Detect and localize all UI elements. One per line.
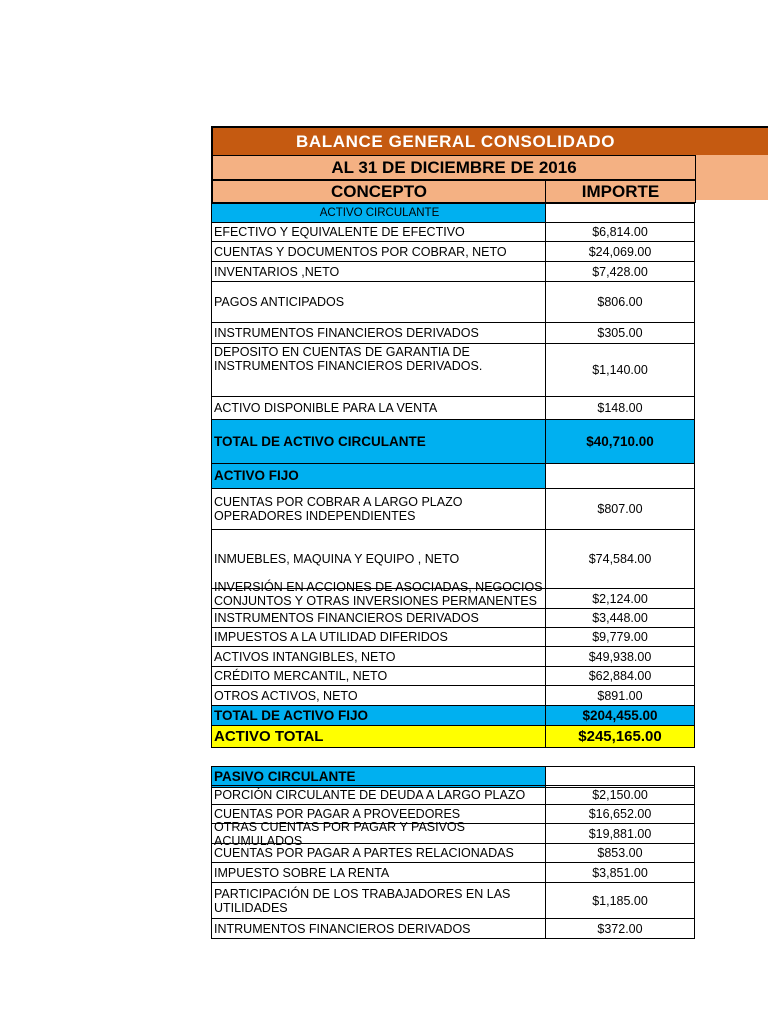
concept-cell: CUENTAS Y DOCUMENTOS POR COBRAR, NETO [211,241,546,262]
concept-cell: EFECTIVO Y EQUIVALENTE DE EFECTIVO [211,222,546,242]
table-row [211,343,768,397]
total-row-activo-circulante [211,419,768,464]
concept-cell: OTRAS CUENTAS POR PAGAR Y PASIVOS ACUMULADOS [211,823,546,844]
table-row [211,819,768,848]
column-header-importe: IMPORTE [545,180,696,203]
amount-cell: $806.00 [545,281,695,323]
concept-cell: INVENTARIOS ,NETO [211,261,546,282]
total-row-activo-total [211,725,768,748]
concept-cell: PORCIÓN CIRCULANTE DE DEUDA A LARGO PLAZO [211,785,546,805]
table-row [211,608,768,628]
total-row-activo-fijo [211,705,768,726]
concept-cell: INTRUMENTOS FINANCIEROS DERIVADOS [211,918,546,939]
concept-cell: DEPOSITO EN CUENTAS DE GARANTIA DE INSTRUMENTOS FINANCIEROS DERIVADOS. [211,343,546,397]
concept-cell: TOTAL DE ACTIVO CIRCULANTE [211,419,546,464]
concept-cell: INSTRUMENTOS FINANCIEROS DERIVADOS [211,322,546,344]
table-row [211,918,768,939]
table-row [211,685,768,706]
amount-cell: $2,150.00 [545,785,695,805]
concept-cell: IMPUESTOS A LA UTILIDAD DIFERIDOS [211,627,546,647]
amount-cell: $148.00 [545,396,695,420]
table-row [211,862,768,883]
concept-cell: ACTIVO DISPONIBLE PARA LA VENTA [211,396,546,420]
amount-cell: $3,448.00 [545,608,695,628]
concept-cell: INVERSIÓN EN ACCIONES DE ASOCIADAS, NEGOCIOS CONJUNTOS Y OTRAS INVERSIONES PERMANENTES [211,588,546,609]
table-row [211,646,768,667]
amount-cell: $1,185.00 [545,882,695,919]
table-row [211,261,768,282]
section-row-activo-fijo [211,463,768,489]
concept-cell: ACTIVO CIRCULANTE [211,203,546,223]
amount-cell: $9,779.00 [545,627,695,647]
amount-cell: $19,881.00 [545,823,695,844]
table-row [211,666,768,686]
table-row [211,241,768,262]
amount-cell: $853.00 [545,843,695,863]
amount-cell: $245,165.00 [545,725,695,748]
amount-cell [545,203,695,223]
amount-cell: $6,814.00 [545,222,695,242]
amount-cell: $2,124.00 [545,588,695,609]
concept-cell: PAGOS ANTICIPADOS [211,281,546,323]
concept-cell: INMUEBLES, MAQUINA Y EQUIPO , NETO [211,529,546,589]
table-row [211,580,768,609]
column-header-concepto: CONCEPTO [211,180,546,203]
amount-cell: $3,851.00 [545,862,695,883]
concept-cell: CUENTAS POR COBRAR A LARGO PLAZO OPERADORES INDEPENDIENTES [211,488,546,530]
concept-cell: IMPUESTO SOBRE LA RENTA [211,862,546,883]
amount-cell [545,463,695,489]
amount-cell: $305.00 [545,322,695,344]
amount-cell: $16,652.00 [545,804,695,824]
table-row [211,396,768,420]
table-row [211,882,768,919]
amount-cell: $62,884.00 [545,666,695,686]
title-band [211,126,768,155]
section-row-activo-circulante [211,203,768,223]
amount-cell: $7,428.00 [545,261,695,282]
concept-cell: ACTIVOS INTANGIBLES, NETO [211,646,546,667]
concept-cell: INSTRUMENTOS FINANCIEROS DERIVADOS [211,608,546,628]
table-row [211,488,768,530]
table-row [211,222,768,242]
amount-cell: $1,140.00 [545,343,695,397]
concept-cell: TOTAL DE ACTIVO FIJO [211,705,546,726]
concept-cell: ACTIVO FIJO [211,463,546,489]
concept-cell: PARTICIPACIÓN DE LOS TRABAJADORES EN LAS UTILIDADES [211,882,546,919]
concept-cell: OTROS ACTIVOS, NETO [211,685,546,706]
amount-cell: $204,455.00 [545,705,695,726]
table-row [211,785,768,805]
amount-cell: $807.00 [545,488,695,530]
table-row [211,627,768,647]
amount-cell: $40,710.00 [545,419,695,464]
table-row [211,843,768,863]
amount-cell: $74,584.00 [545,529,695,589]
table-row [211,322,768,344]
amount-cell: $24,069.00 [545,241,695,262]
concept-cell: CUENTAS POR PAGAR A PROVEEDORES [211,804,546,824]
sheet-subtitle: AL 31 DE DICIEMBRE DE 2016 [211,155,696,180]
sheet-title: BALANCE GENERAL CONSOLIDADO [295,132,616,151]
concept-cell: ACTIVO TOTAL [211,725,546,748]
concept-cell: CUENTAS POR PAGAR A PARTES RELACIONADAS [211,843,546,863]
concept-cell: CRÉDITO MERCANTIL, NETO [211,666,546,686]
table-row [211,281,768,323]
amount-cell: $891.00 [545,685,695,706]
amount-cell: $372.00 [545,918,695,939]
concept-cell: PASIVO CIRCULANTE [211,766,546,788]
amount-cell: $49,938.00 [545,646,695,667]
